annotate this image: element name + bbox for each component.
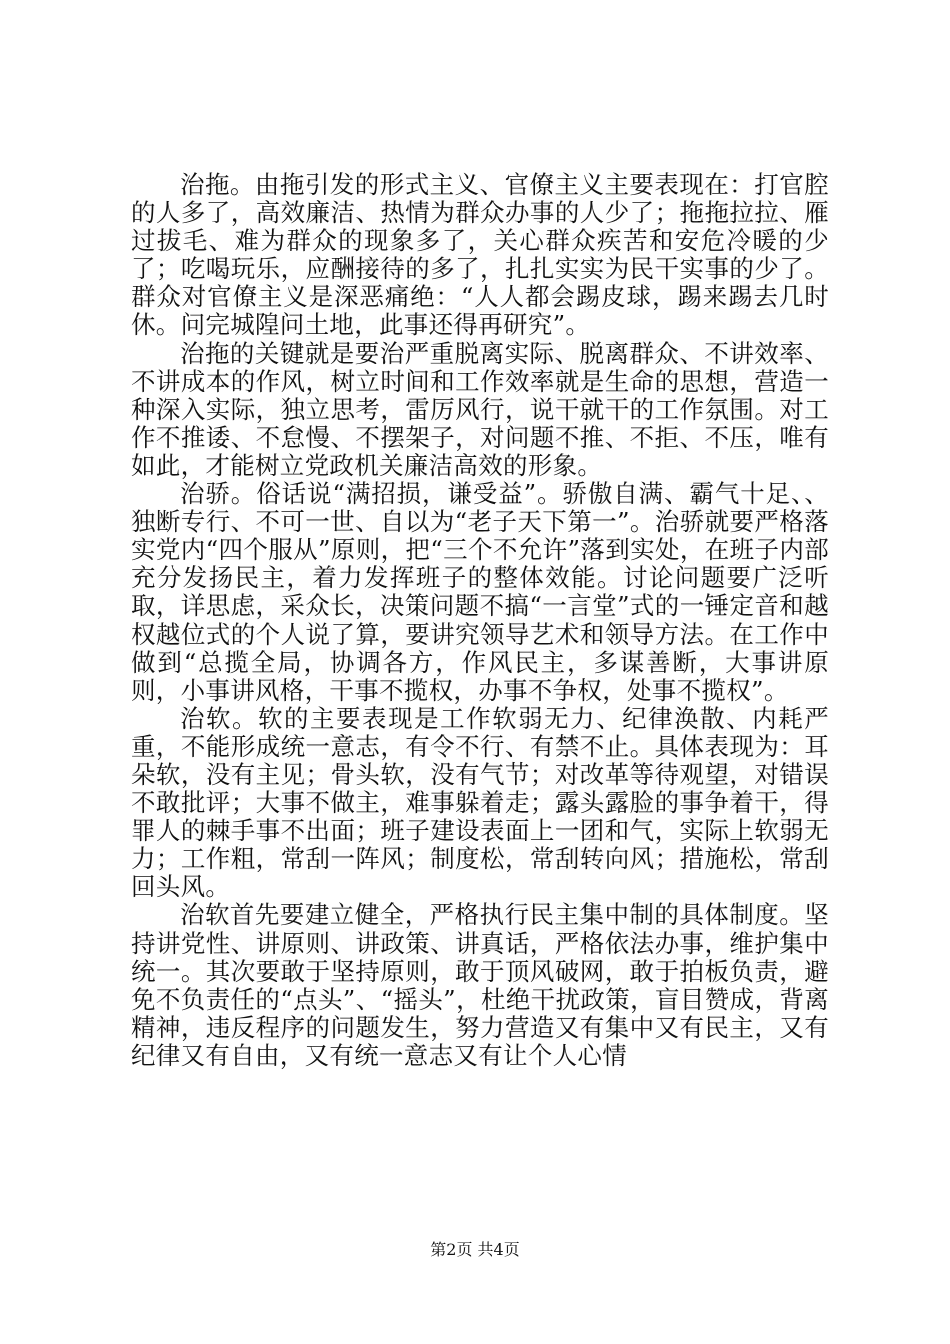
document-body — [131, 171, 829, 1070]
page-number-footer: 第2页 共4页 — [430, 1240, 520, 1259]
paragraph-zhi-jiao: 治骄。俗话说“满招损，谦受益”。骄傲自满、霸气十足、、独断专行、不可一世、自以为“老子天下第一”。治骄就要严格落实党内“四个服从”原则，把“三个不允许”落到实处，在班子内部充分发扬民主，着力发挥班子的整体效能。讨论问题要广泛听取，详思虑，采众长，决策问题不搞“一言堂”式的一锤定音和越权越位式的个人说了算，要讲究领导艺术和领导方法。在工作中做到“总揽全局，协调各方，作风民主，多谋善断，大事讲原则，小事讲风格，干事不揽权，办事不争权，处事不揽权”。 — [131, 479, 829, 705]
paragraph-zhi-tuo: 治拖。由拖引发的形式主义、官僚主义主要表现在：打官腔的人多了，高效廉洁、热情为群众办事的人少了；拖拖拉拉、雁过拔毛、难为群众的现象多了，关心群众疾苦和安危冷暖的少了；吃喝玩乐，应酬接待的多了，扎扎实实为民干实事的少了。群众对官僚主义是深恶痛绝：“人人都会踢皮球，踢来踢去几时休。问完城隍问土地，此事还得再研究”。 — [131, 170, 829, 340]
paragraph-zhi-ruan: 治软。软的主要表现是工作软弱无力、纪律涣散、内耗严重，不能形成统一意志，有令不行、有禁不止。具体表现为：耳朵软，没有主见；骨头软，没有气节；对改革等待观望，对错误不敢批评；大事不做主，难事躲着走；露头露脸的事争着干，得罪人的棘手事不出面；班子建设表面上一团和气，实际上软弱无力；工作粗，常刮一阵风；制度松，常刮转向风；措施松，常刮回头风。 — [131, 703, 829, 902]
paragraph-zhi-ruan-measures: 治软首先要建立健全，严格执行民主集中制的具体制度。坚持讲党性、讲原则、讲政策、讲真话，严格依法办事，维护集中统一。其次要敢于坚持原则，敢于顶风破网，敢于拍板负责，避免不负责任的“点头”、“摇头”，杜绝干扰政策，盲目赞成，背离精神，违反程序的问题发生，努力营造又有集中又有民主，又有纪律又有自由，又有统一意志又有让个人心情 — [131, 900, 829, 1070]
paragraph-zhi-tuo-key: 治拖的关键就是要治严重脱离实际、脱离群众、不讲效率、不讲成本的作风，树立时间和工作效率就是生命的思想，营造一种深入实际，独立思考，雷厉风行，说干就干的工作氛围。对工作不推诿、不怠慢、不摆架子，对问题不推、不拒、不压，唯有如此，才能树立党政机关廉洁高效的形象。 — [131, 338, 829, 480]
